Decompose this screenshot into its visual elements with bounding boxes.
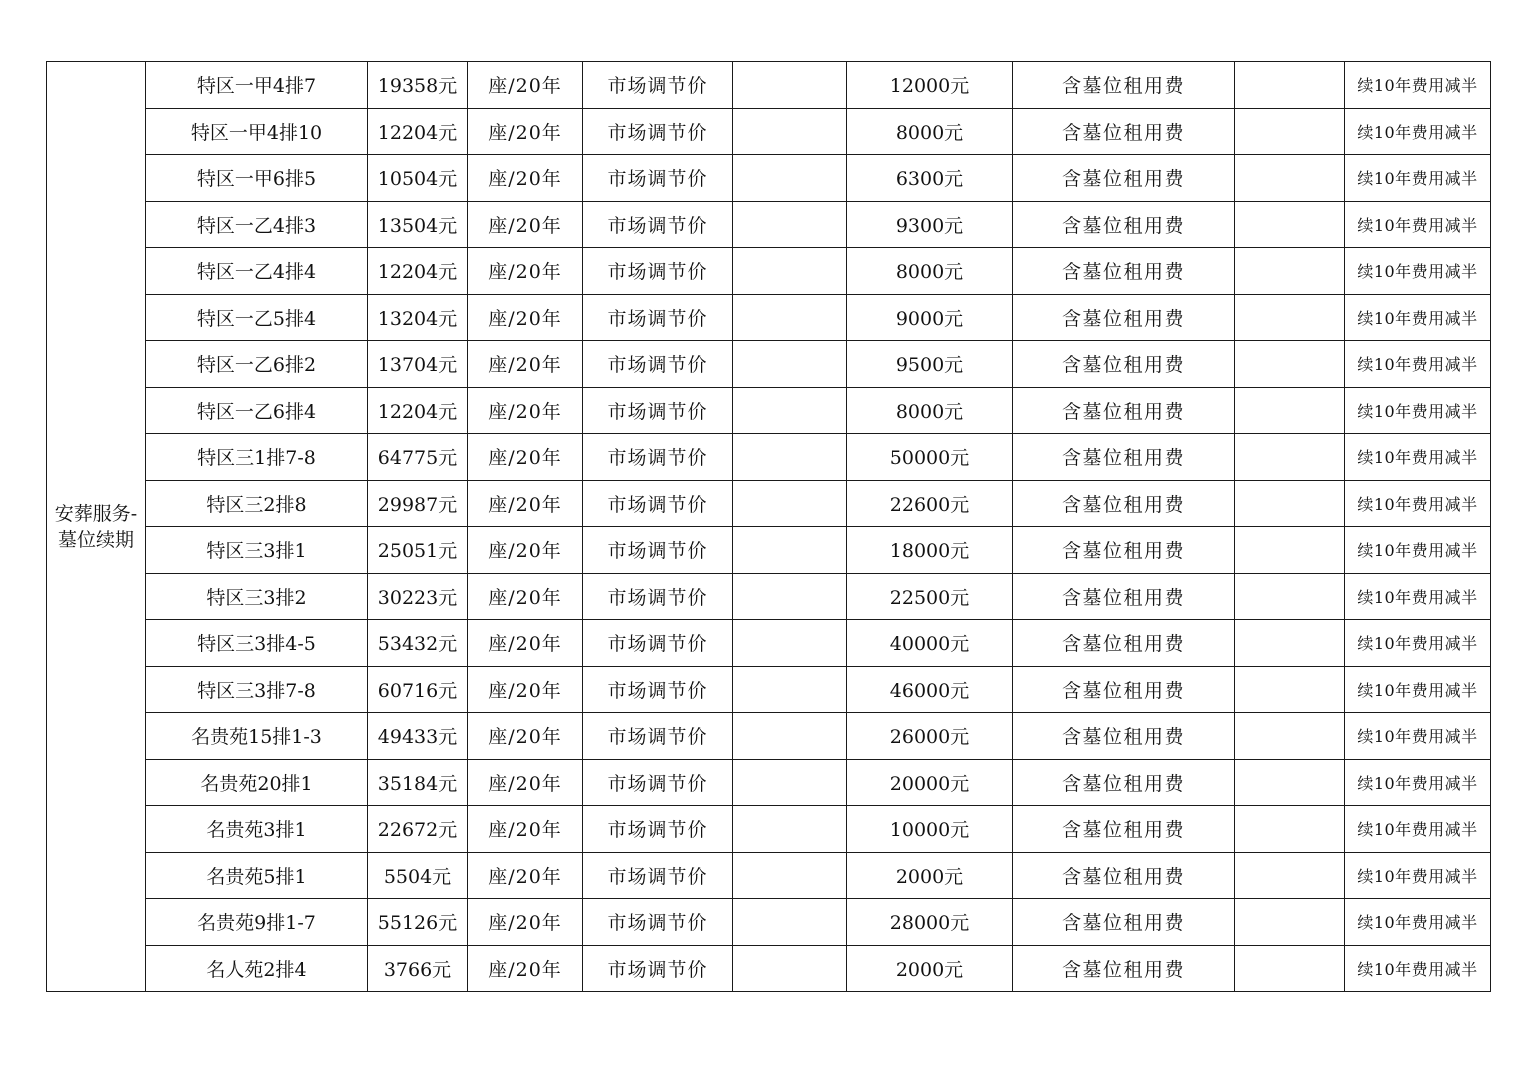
standard-price-cell: 25051元 [368, 527, 468, 574]
note-cell: 续10年费用减半 [1345, 248, 1491, 295]
included-content-cell: 含墓位租用费 [1013, 201, 1235, 248]
included-content-cell: 含墓位租用费 [1013, 759, 1235, 806]
unit-cell: 座/20年 [468, 713, 583, 760]
blank-cell [1235, 248, 1345, 295]
category-cell: 安葬服务-墓位续期 [47, 62, 146, 992]
note-cell: 续10年费用减半 [1345, 806, 1491, 853]
standard-price-cell: 12204元 [368, 387, 468, 434]
unit-cell: 座/20年 [468, 759, 583, 806]
blank-cell [733, 387, 847, 434]
table-row [47, 434, 1491, 481]
table-row [47, 852, 1491, 899]
standard-price-cell: 64775元 [368, 434, 468, 481]
note-cell: 续10年费用减半 [1345, 155, 1491, 202]
blank-cell [1235, 573, 1345, 620]
blank-cell [1235, 480, 1345, 527]
blank-cell [1235, 899, 1345, 946]
table-row [47, 759, 1491, 806]
unit-cell: 座/20年 [468, 666, 583, 713]
unit-cell: 座/20年 [468, 62, 583, 109]
item-cell: 特区一甲6排5 [146, 155, 368, 202]
blank-cell [1235, 155, 1345, 202]
renewal-price-cell: 10000元 [847, 806, 1013, 853]
note-cell: 续10年费用减半 [1345, 62, 1491, 109]
blank-cell [1235, 201, 1345, 248]
included-content-cell: 含墓位租用费 [1013, 387, 1235, 434]
pricing-method-cell: 市场调节价 [583, 294, 733, 341]
unit-cell: 座/20年 [468, 573, 583, 620]
blank-cell [733, 341, 847, 388]
included-content-cell: 含墓位租用费 [1013, 527, 1235, 574]
standard-price-cell: 12204元 [368, 248, 468, 295]
note-cell: 续10年费用减半 [1345, 713, 1491, 760]
item-cell: 特区一乙4排4 [146, 248, 368, 295]
included-content-cell: 含墓位租用费 [1013, 155, 1235, 202]
note-cell: 续10年费用减半 [1345, 480, 1491, 527]
pricing-method-cell: 市场调节价 [583, 341, 733, 388]
renewal-price-cell: 8000元 [847, 248, 1013, 295]
item-cell: 特区三3排4-5 [146, 620, 368, 667]
pricing-method-cell: 市场调节价 [583, 155, 733, 202]
item-cell: 特区三3排1 [146, 527, 368, 574]
note-cell: 续10年费用减半 [1345, 852, 1491, 899]
note-cell: 续10年费用减半 [1345, 341, 1491, 388]
pricing-method-cell: 市场调节价 [583, 201, 733, 248]
note-cell: 续10年费用减半 [1345, 387, 1491, 434]
unit-cell: 座/20年 [468, 341, 583, 388]
table-row [47, 201, 1491, 248]
blank-cell [733, 620, 847, 667]
unit-cell: 座/20年 [468, 527, 583, 574]
note-cell: 续10年费用减半 [1345, 666, 1491, 713]
note-cell: 续10年费用减半 [1345, 201, 1491, 248]
renewal-price-cell: 20000元 [847, 759, 1013, 806]
renewal-price-cell: 8000元 [847, 108, 1013, 155]
blank-cell [1235, 852, 1345, 899]
standard-price-cell: 53432元 [368, 620, 468, 667]
unit-cell: 座/20年 [468, 294, 583, 341]
price-table [46, 61, 1491, 992]
table-row [47, 341, 1491, 388]
standard-price-cell: 29987元 [368, 480, 468, 527]
unit-cell: 座/20年 [468, 248, 583, 295]
table-row [47, 387, 1491, 434]
included-content-cell: 含墓位租用费 [1013, 899, 1235, 946]
pricing-method-cell: 市场调节价 [583, 620, 733, 667]
standard-price-cell: 55126元 [368, 899, 468, 946]
blank-cell [1235, 713, 1345, 760]
standard-price-cell: 35184元 [368, 759, 468, 806]
pricing-method-cell: 市场调节价 [583, 759, 733, 806]
note-cell: 续10年费用减半 [1345, 899, 1491, 946]
included-content-cell: 含墓位租用费 [1013, 852, 1235, 899]
renewal-price-cell: 8000元 [847, 387, 1013, 434]
pricing-method-cell: 市场调节价 [583, 852, 733, 899]
blank-cell [733, 527, 847, 574]
pricing-method-cell: 市场调节价 [583, 945, 733, 992]
note-cell: 续10年费用减半 [1345, 294, 1491, 341]
renewal-price-cell: 50000元 [847, 434, 1013, 481]
item-cell: 特区三3排7-8 [146, 666, 368, 713]
table-row [47, 155, 1491, 202]
blank-cell [1235, 620, 1345, 667]
standard-price-cell: 3766元 [368, 945, 468, 992]
note-cell: 续10年费用减半 [1345, 945, 1491, 992]
blank-cell [733, 899, 847, 946]
included-content-cell: 含墓位租用费 [1013, 294, 1235, 341]
note-cell: 续10年费用减半 [1345, 573, 1491, 620]
blank-cell [733, 201, 847, 248]
blank-cell [733, 480, 847, 527]
note-cell: 续10年费用减半 [1345, 620, 1491, 667]
pricing-method-cell: 市场调节价 [583, 527, 733, 574]
item-cell: 特区三2排8 [146, 480, 368, 527]
note-cell: 续10年费用减半 [1345, 759, 1491, 806]
item-cell: 特区一甲4排7 [146, 62, 368, 109]
blank-cell [733, 806, 847, 853]
unit-cell: 座/20年 [468, 945, 583, 992]
table-row [47, 294, 1491, 341]
table-row [47, 806, 1491, 853]
included-content-cell: 含墓位租用费 [1013, 480, 1235, 527]
table-row [47, 713, 1491, 760]
blank-cell [1235, 806, 1345, 853]
standard-price-cell: 30223元 [368, 573, 468, 620]
pricing-method-cell: 市场调节价 [583, 573, 733, 620]
included-content-cell: 含墓位租用费 [1013, 62, 1235, 109]
pricing-method-cell: 市场调节价 [583, 62, 733, 109]
blank-cell [1235, 341, 1345, 388]
included-content-cell: 含墓位租用费 [1013, 108, 1235, 155]
renewal-price-cell: 2000元 [847, 852, 1013, 899]
standard-price-cell: 13504元 [368, 201, 468, 248]
note-cell: 续10年费用减半 [1345, 108, 1491, 155]
item-cell: 名贵苑3排1 [146, 806, 368, 853]
table-row [47, 108, 1491, 155]
table-row [47, 248, 1491, 295]
item-cell: 名贵苑9排1-7 [146, 899, 368, 946]
renewal-price-cell: 26000元 [847, 713, 1013, 760]
included-content-cell: 含墓位租用费 [1013, 713, 1235, 760]
item-cell: 名贵苑20排1 [146, 759, 368, 806]
table-row [47, 666, 1491, 713]
blank-cell [1235, 434, 1345, 481]
blank-cell [733, 666, 847, 713]
standard-price-cell: 5504元 [368, 852, 468, 899]
table-row [47, 899, 1491, 946]
item-cell: 特区一甲4排10 [146, 108, 368, 155]
unit-cell: 座/20年 [468, 387, 583, 434]
pricing-method-cell: 市场调节价 [583, 713, 733, 760]
unit-cell: 座/20年 [468, 852, 583, 899]
item-cell: 特区一乙4排3 [146, 201, 368, 248]
unit-cell: 座/20年 [468, 620, 583, 667]
unit-cell: 座/20年 [468, 201, 583, 248]
blank-cell [733, 713, 847, 760]
standard-price-cell: 19358元 [368, 62, 468, 109]
unit-cell: 座/20年 [468, 899, 583, 946]
blank-cell [733, 759, 847, 806]
unit-cell: 座/20年 [468, 480, 583, 527]
standard-price-cell: 13204元 [368, 294, 468, 341]
item-cell: 特区一乙6排4 [146, 387, 368, 434]
pricing-method-cell: 市场调节价 [583, 806, 733, 853]
renewal-price-cell: 9500元 [847, 341, 1013, 388]
table-row [47, 620, 1491, 667]
standard-price-cell: 12204元 [368, 108, 468, 155]
included-content-cell: 含墓位租用费 [1013, 248, 1235, 295]
item-cell: 特区一乙6排2 [146, 341, 368, 388]
item-cell: 特区三3排2 [146, 573, 368, 620]
note-cell: 续10年费用减半 [1345, 434, 1491, 481]
standard-price-cell: 22672元 [368, 806, 468, 853]
renewal-price-cell: 28000元 [847, 899, 1013, 946]
included-content-cell: 含墓位租用费 [1013, 573, 1235, 620]
table-row [47, 62, 1491, 109]
standard-price-cell: 49433元 [368, 713, 468, 760]
table-row [47, 480, 1491, 527]
renewal-price-cell: 40000元 [847, 620, 1013, 667]
blank-cell [1235, 945, 1345, 992]
blank-cell [733, 62, 847, 109]
item-cell: 特区三1排7-8 [146, 434, 368, 481]
item-cell: 名贵苑15排1-3 [146, 713, 368, 760]
renewal-price-cell: 9300元 [847, 201, 1013, 248]
blank-cell [733, 108, 847, 155]
blank-cell [1235, 387, 1345, 434]
unit-cell: 座/20年 [468, 108, 583, 155]
included-content-cell: 含墓位租用费 [1013, 434, 1235, 481]
table-row [47, 945, 1491, 992]
blank-cell [733, 573, 847, 620]
blank-cell [1235, 666, 1345, 713]
blank-cell [1235, 294, 1345, 341]
pricing-method-cell: 市场调节价 [583, 480, 733, 527]
blank-cell [733, 248, 847, 295]
renewal-price-cell: 12000元 [847, 62, 1013, 109]
included-content-cell: 含墓位租用费 [1013, 666, 1235, 713]
blank-cell [1235, 108, 1345, 155]
blank-cell [1235, 759, 1345, 806]
renewal-price-cell: 2000元 [847, 945, 1013, 992]
blank-cell [733, 852, 847, 899]
table-row [47, 573, 1491, 620]
included-content-cell: 含墓位租用费 [1013, 806, 1235, 853]
blank-cell [1235, 62, 1345, 109]
table-body [47, 62, 1491, 992]
pricing-method-cell: 市场调节价 [583, 387, 733, 434]
blank-cell [733, 434, 847, 481]
renewal-price-cell: 18000元 [847, 527, 1013, 574]
unit-cell: 座/20年 [468, 434, 583, 481]
blank-cell [733, 945, 847, 992]
item-cell: 特区一乙5排4 [146, 294, 368, 341]
included-content-cell: 含墓位租用费 [1013, 341, 1235, 388]
pricing-method-cell: 市场调节价 [583, 434, 733, 481]
blank-cell [733, 294, 847, 341]
renewal-price-cell: 46000元 [847, 666, 1013, 713]
standard-price-cell: 13704元 [368, 341, 468, 388]
pricing-method-cell: 市场调节价 [583, 248, 733, 295]
item-cell: 名贵苑5排1 [146, 852, 368, 899]
blank-cell [1235, 527, 1345, 574]
standard-price-cell: 60716元 [368, 666, 468, 713]
included-content-cell: 含墓位租用费 [1013, 945, 1235, 992]
included-content-cell: 含墓位租用费 [1013, 620, 1235, 667]
renewal-price-cell: 22500元 [847, 573, 1013, 620]
item-cell: 名人苑2排4 [146, 945, 368, 992]
table-row [47, 527, 1491, 574]
standard-price-cell: 10504元 [368, 155, 468, 202]
blank-cell [733, 155, 847, 202]
pricing-method-cell: 市场调节价 [583, 899, 733, 946]
pricing-method-cell: 市场调节价 [583, 666, 733, 713]
pricing-method-cell: 市场调节价 [583, 108, 733, 155]
renewal-price-cell: 9000元 [847, 294, 1013, 341]
unit-cell: 座/20年 [468, 155, 583, 202]
renewal-price-cell: 6300元 [847, 155, 1013, 202]
renewal-price-cell: 22600元 [847, 480, 1013, 527]
note-cell: 续10年费用减半 [1345, 527, 1491, 574]
unit-cell: 座/20年 [468, 806, 583, 853]
